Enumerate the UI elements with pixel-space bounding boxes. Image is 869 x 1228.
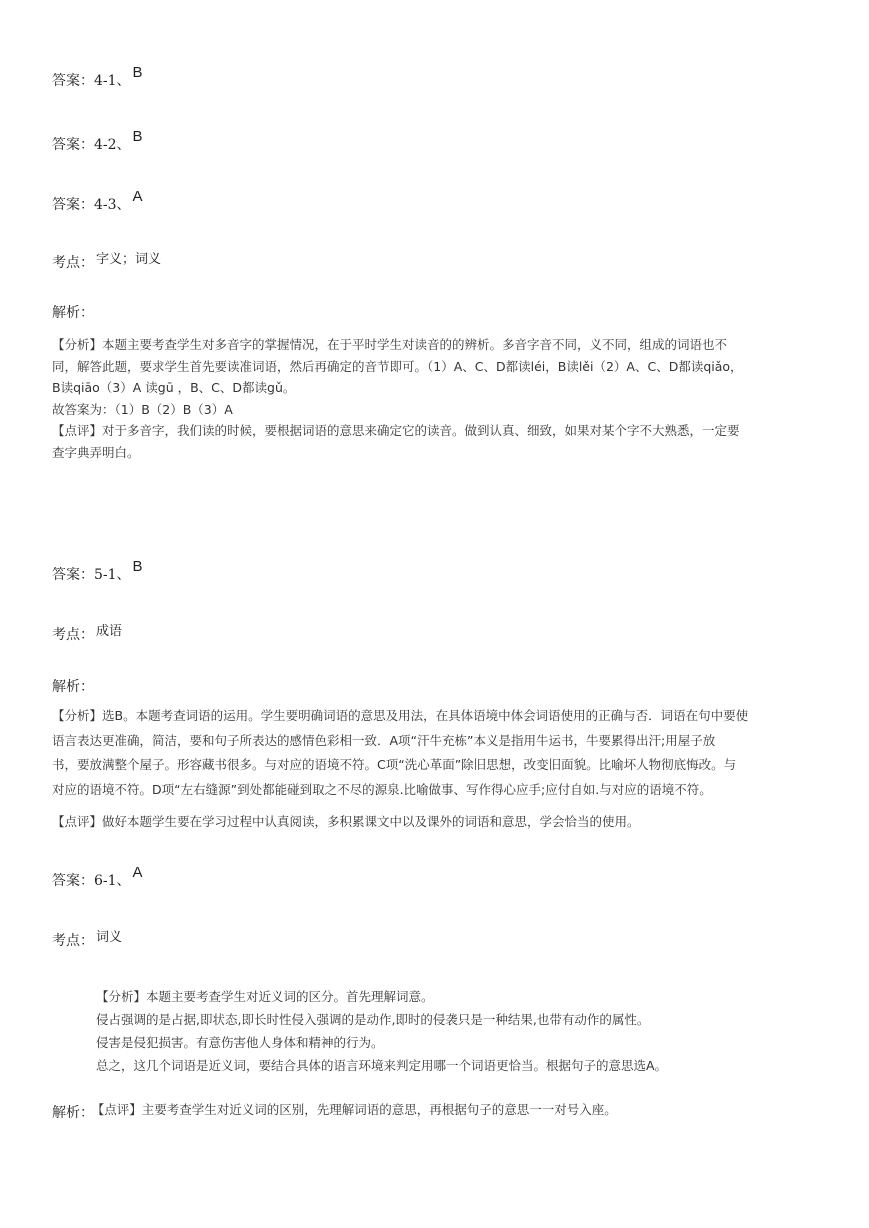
jiexi-label: 解析： xyxy=(52,679,94,695)
answer-value: A xyxy=(132,864,143,881)
jiexi-line-6 xyxy=(52,1102,617,1122)
answer-label: 答案：6-1、 xyxy=(52,873,131,889)
analysis-block-4 xyxy=(52,334,832,463)
analysis-line: 【分析】本题主要考查学生对多音字的掌握情况，在于平时学生对读音的的辨析。多音字音不同，义不同，组成的词语也不 xyxy=(52,337,728,352)
kaodian-line-4 xyxy=(52,252,161,272)
answer-line-6-1 xyxy=(52,864,143,890)
jiexi-value: 【点评】主要考查学生对近义词的区别，先理解词语的意思，再根据句子的意思一一对号入座。 xyxy=(98,1102,617,1117)
analysis-line: 同，解答此题，要求学生首先要读准词语，然后再确定的音节即可。（1）A、C、D都读léi，B读lěi（2）A、C、D都读qiǎo， xyxy=(52,358,743,374)
analysis-block-5 xyxy=(52,704,832,835)
answer-label: 答案：5-1、 xyxy=(52,567,131,583)
analysis-line: 总之，这几个词语是近义词，要结合具体的语言环境来判定用哪一个词语更恰当。根据句子的意思选A。 xyxy=(96,1058,668,1073)
analysis-line: 故答案为：（1）B（2）B（3）A xyxy=(52,401,233,417)
analysis-line: 【点评】做好本题学生要在学习过程中认真阅读，多积累课文中以及课外的词语和意思，学会恰当的使用。 xyxy=(52,814,640,829)
analysis-line: B读qiāo（3）A 读gū ，B、C、D都读gǔ。 xyxy=(52,380,296,395)
answer-label: 答案：4-2、 xyxy=(52,137,131,153)
analysis-line: 【分析】本题主要考查学生对近义词的区分。首先理解词意。 xyxy=(96,989,434,1004)
analysis-line: 书，要放满整个屋子。形容藏书很多。与对应的语境不符。C项“洗心革面”除旧思想，改变旧面貌。比喻坏人物彻底悔改。与 xyxy=(52,757,737,772)
jiexi-line-5 xyxy=(52,676,94,696)
analysis-line: 语言表达更准确，简洁，要和句子所表达的感情色彩相一致．A项“汗牛充栋”本义是指用牛运书，牛要累得出汗;用屋子放 xyxy=(52,732,716,748)
analysis-line: 对应的语境不符。D项“左右缝源”到处都能碰到取之不尽的源泉.比喻做事、写作得心应手;应付自如.与对应的语境不符。 xyxy=(52,781,712,797)
kaodian-label: 考点： xyxy=(52,627,94,643)
kaodian-line-5 xyxy=(52,624,122,644)
answer-line-4-3 xyxy=(52,188,143,214)
answer-value: B xyxy=(132,558,143,575)
jiexi-line-4 xyxy=(52,302,94,322)
answer-value: A xyxy=(132,188,143,205)
answer-line-5-1 xyxy=(52,558,143,584)
kaodian-label: 考点： xyxy=(52,933,94,949)
analysis-line: 查字典弄明白。 xyxy=(52,444,140,460)
answer-value: B xyxy=(132,64,143,81)
answer-line-4-2 xyxy=(52,128,143,154)
analysis-line: 侵害是侵犯损害。有意伤害他人身体和精神的行为。 xyxy=(96,1035,384,1050)
answer-label: 答案：4-1、 xyxy=(52,73,131,89)
analysis-line: 侵占强调的是占据,即状态,即长时性侵入强调的是动作,即时的侵袭只是一种结果,也带有动作的属性。 xyxy=(96,1012,650,1027)
jiexi-label: 解析： xyxy=(52,1105,94,1121)
kaodian-value: 成语 xyxy=(96,624,123,639)
kaodian-value: 字义；词义 xyxy=(96,252,162,267)
answer-label: 答案：4-3、 xyxy=(52,197,131,213)
answer-line-4-1 xyxy=(52,64,143,90)
kaodian-line-6 xyxy=(52,930,122,950)
jiexi-label: 解析： xyxy=(52,305,94,321)
answer-value: B xyxy=(132,128,143,145)
kaodian-label: 考点： xyxy=(52,255,94,271)
analysis-line: 【点评】对于多音字，我们读的时候，要根据词语的意思来确定它的读音。做到认真、细致，如果对某个字不大熟悉，一定要 xyxy=(52,423,740,438)
kaodian-value: 词义 xyxy=(96,930,123,945)
analysis-block-6 xyxy=(96,985,869,1077)
analysis-line: 【分析】选B。本题考查词语的运用。学生要明确词语的意思及用法，在具体语境中体会词语使用的正确与否．词语在句中要使 xyxy=(52,708,749,723)
